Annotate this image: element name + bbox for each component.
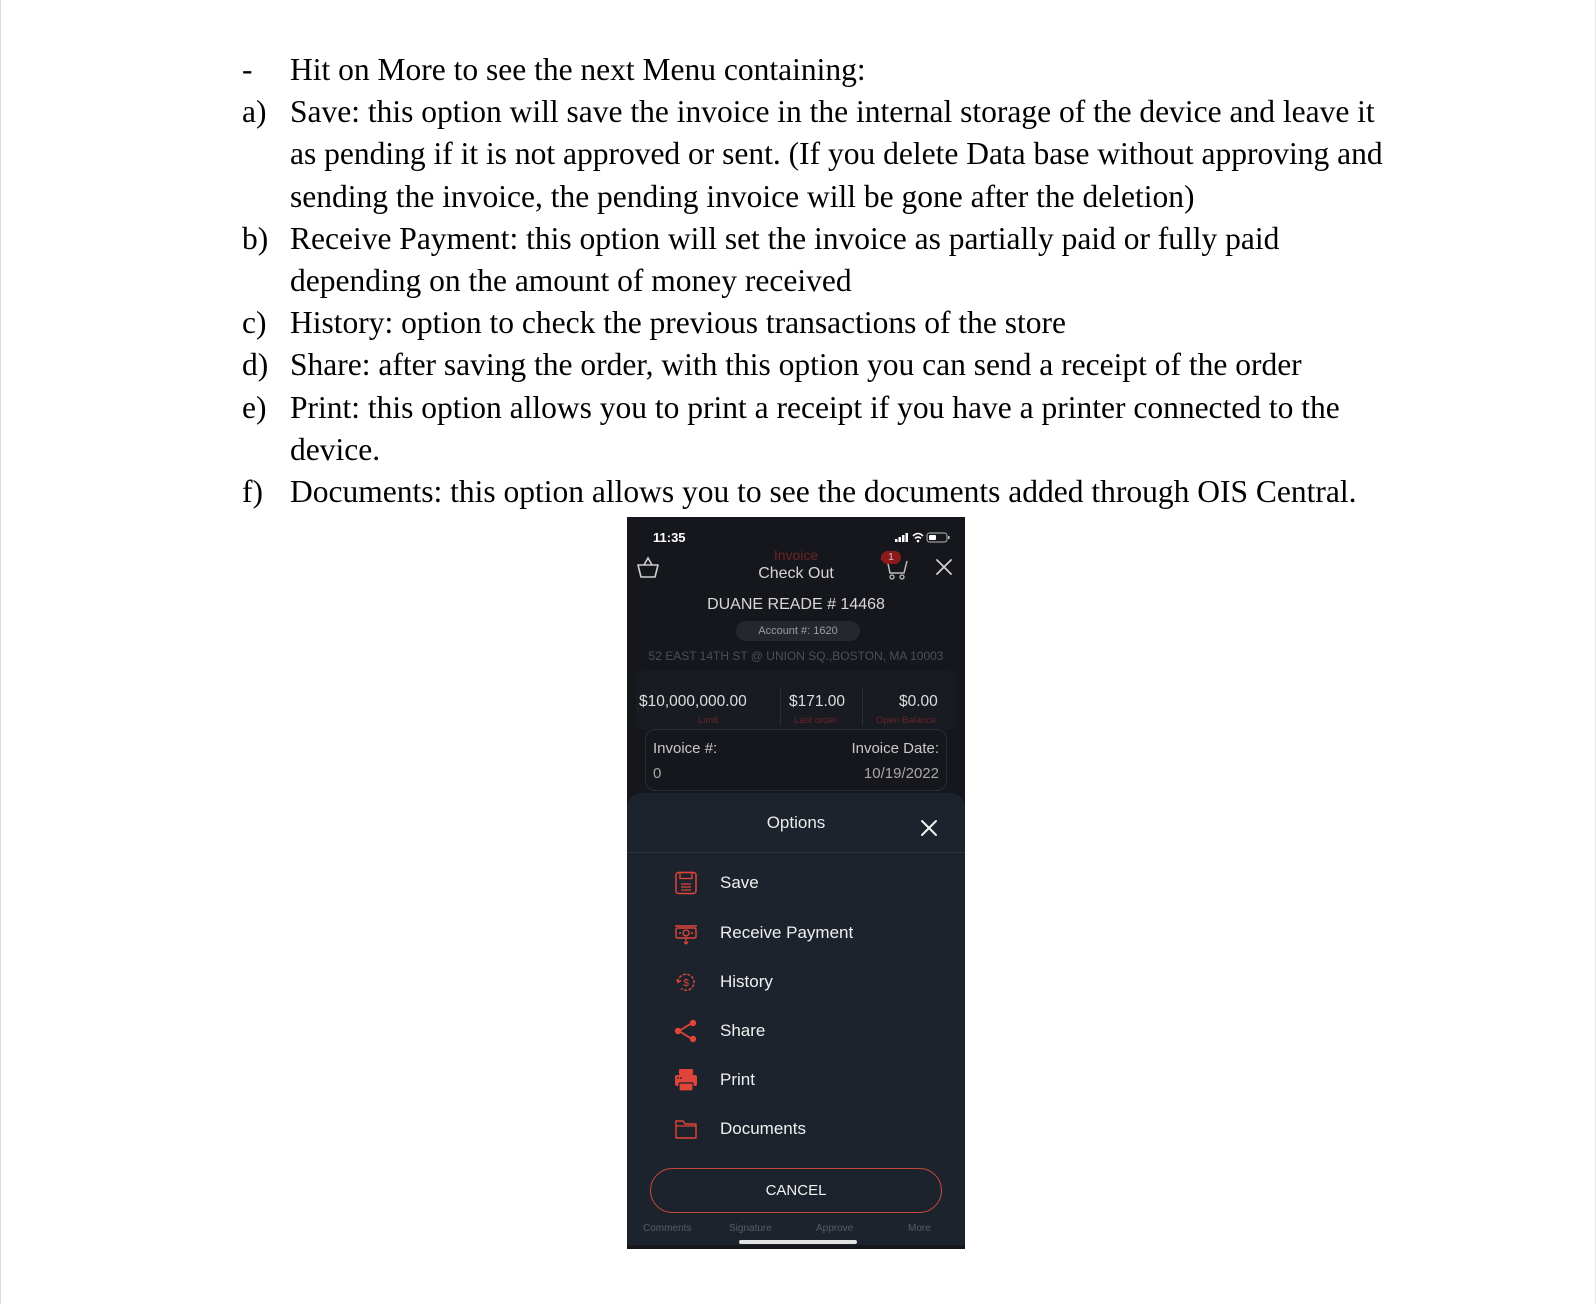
list-text: Hit on More to see the next Menu containing: — [290, 52, 866, 87]
doc-list-item — [242, 344, 1402, 386]
list-marker: e) — [242, 389, 267, 425]
account-pill[interactable]: Account #: 1620 — [736, 621, 860, 641]
home-indicator — [739, 1240, 857, 1244]
list-marker: f) — [242, 474, 263, 510]
documents-icon — [673, 1116, 699, 1142]
phone-screenshot — [627, 517, 965, 1249]
invoice-date-label: Invoice Date: — [851, 740, 939, 757]
history-icon — [673, 969, 699, 995]
list-text: Share: after saving the order, with this option you can send a receipt of the order — [290, 347, 1302, 383]
invoice-number-label: Invoice #: — [653, 740, 718, 757]
save-icon — [673, 870, 699, 896]
tab-signature[interactable]: Signature — [729, 1223, 772, 1234]
stat-open-balance-label: Open Balance — [876, 715, 937, 726]
doc-list-item — [242, 49, 1402, 91]
share-icon — [673, 1018, 699, 1044]
doc-list-item — [242, 302, 1402, 344]
option-print[interactable] — [627, 1057, 965, 1103]
tab-more[interactable]: More — [908, 1223, 931, 1234]
document-body — [242, 49, 1402, 513]
stat-open-balance-value: $0.00 — [899, 693, 938, 710]
options-title: Options — [766, 813, 826, 832]
stat-last-order-value: $171.00 — [789, 693, 846, 710]
option-history[interactable] — [627, 959, 965, 1005]
stat-limit-label: Limit — [698, 715, 719, 726]
tab-approve[interactable]: Approve — [816, 1223, 854, 1234]
doc-list-item — [242, 91, 1402, 218]
option-label: Receive Payment — [720, 923, 854, 942]
store-address: 52 EAST 14TH ST @ UNION SQ.,BOSTON, MA 10003 — [648, 649, 944, 663]
stat-divider — [862, 688, 863, 726]
list-text: Receive Payment: this option will set the invoice as partially paid or fully paid depending on the amount of money received — [290, 220, 1280, 299]
cancel-button[interactable]: CANCEL — [650, 1168, 942, 1213]
list-marker: c) — [242, 305, 267, 341]
option-label: Save — [720, 873, 759, 892]
stat-limit-value: $10,000,000.00 — [639, 693, 747, 710]
list-marker: - — [242, 52, 253, 87]
list-text: Save: this option will save the invoice in the internal storage of the device and leave it as pending if it is not approved or sent. (If you delete Data base without approving and sending the invoice, the pending invoice will be gone after the deletion) — [290, 94, 1383, 214]
header-subtitle: Invoice — [773, 547, 819, 563]
list-marker: d) — [242, 347, 269, 383]
doc-list-item — [242, 218, 1402, 302]
receive-payment-icon — [673, 920, 699, 946]
stat-divider — [780, 688, 781, 726]
tab-comments[interactable]: Comments — [643, 1223, 692, 1234]
invoice-number-value: 0 — [653, 765, 662, 782]
option-documents[interactable] — [627, 1106, 965, 1152]
option-share[interactable] — [627, 1008, 965, 1054]
option-label: Print — [720, 1070, 755, 1089]
list-text: Documents: this option allows you to see the documents added through OIS Central. — [290, 474, 1357, 510]
cart-badge: 1 — [881, 551, 901, 564]
doc-list-item — [242, 471, 1402, 513]
option-save[interactable] — [627, 860, 965, 906]
status-time: 11:35 — [653, 530, 686, 545]
store-name: DUANE READE # 14468 — [707, 596, 885, 613]
option-label: History — [720, 972, 773, 991]
list-marker: a) — [242, 94, 267, 130]
list-text: Print: this option allows you to print a receipt if you have a printer connected to the device. — [290, 389, 1340, 467]
list-marker: b) — [242, 220, 269, 256]
doc-list-item — [242, 387, 1402, 471]
invoice-date-value: 10/19/2022 — [863, 765, 939, 782]
list-text: History: option to check the previous transactions of the store — [290, 305, 1066, 341]
print-icon — [673, 1067, 699, 1093]
close-icon[interactable] — [932, 555, 956, 579]
svg-text:$: $ — [683, 978, 689, 989]
option-label: Documents — [720, 1119, 806, 1138]
option-label: Share — [720, 1021, 766, 1040]
option-receive-payment[interactable] — [627, 910, 965, 956]
stat-last-order-label: Last order — [794, 715, 837, 726]
header-title: Check Out — [758, 565, 834, 582]
close-icon[interactable] — [918, 817, 940, 839]
status-icons — [893, 531, 953, 543]
page-edge — [0, 0, 1, 1304]
sheet-divider — [627, 852, 965, 853]
